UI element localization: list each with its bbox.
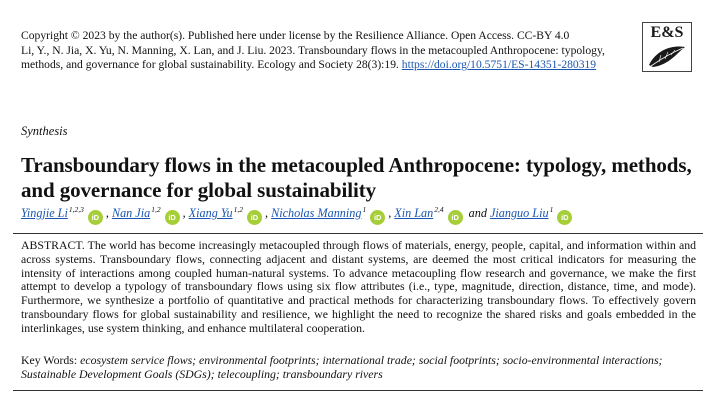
author-affiliation: 2,4 xyxy=(434,205,444,214)
author-name[interactable]: Jianguo Liu xyxy=(489,206,549,220)
keywords-list: ecosystem service flows; environmental footprints; international trade; social footprints; socio-environmental interactions; Sustainable Development Goals (SDGs); telecoupling; transboundary rivers xyxy=(21,353,663,381)
orcid-icon[interactable]: iD xyxy=(370,210,385,225)
keywords xyxy=(21,354,696,382)
article-title: Transboundary flows in the metacoupled Anthropocene: typology, methods, and governance for global sustainability xyxy=(21,153,692,202)
citation-text xyxy=(21,44,621,73)
section-label: Synthesis xyxy=(21,124,68,138)
doi-link[interactable]: https://doi.org/10.5751/ES-14351-280319 xyxy=(401,58,597,72)
author-name[interactable]: Xin Lan xyxy=(394,206,434,220)
citation-header xyxy=(21,29,621,73)
journal-logo xyxy=(642,22,692,72)
author-separator: , xyxy=(388,206,395,220)
author-name[interactable]: Nicholas Manning xyxy=(271,206,362,220)
leaf-icon xyxy=(647,43,687,69)
author-affiliation: 1 xyxy=(362,205,367,214)
author-separator: , xyxy=(264,206,272,220)
author-name[interactable]: Xiang Yu xyxy=(188,206,233,220)
author-affiliation: 1,2,3 xyxy=(68,205,84,214)
citation-reference: Li, Y., N. Jia, X. Yu, N. Manning, X. Lan, and J. Liu. 2023. Transboundary flows in the metacoupled Anthropocene: typology, methods, and governance for global sustainability. Ecology and Society 28(3):19. xyxy=(21,43,605,72)
abstract-text: ABSTRACT. The world has become increasingly metacoupled through flows of materials, energy, people, capital, and information within and across systems. Transboundary flows, connecting adjacent and distant systems, are deemed the most critical indicators for measuring the intensity of interactions among coupled human-natural systems. To advance metacoupling flow research and governance, we make the first attempt to develop a typology of transboundary flows using six flow attributes (i.e., type, magnitude, direction, distance, time, and mode). Furthermore, we synthesize a portfolio of quantitative and practical methods for characterizing transboundary flows. To effectively govern transboundary flows for global sustainability and resilience, we highlight the need to recognize the shared risks and goals embedded in the interlinkages, use system thinking, and enhance multilateral cooperation. xyxy=(21,238,696,335)
author-and: and xyxy=(465,206,490,220)
author-separator: , xyxy=(182,206,189,220)
author-list xyxy=(21,205,575,225)
keywords-label: Key Words: xyxy=(21,353,78,367)
orcid-icon[interactable]: iD xyxy=(448,210,463,225)
logo-text: E&S xyxy=(650,24,684,41)
copyright-line: Copyright © 2023 by the author(s). Published here under license by the Resilience Alliance. Open Access. CC-BY 4.0 xyxy=(21,29,570,42)
author-separator: , xyxy=(105,206,112,220)
orcid-icon[interactable]: iD xyxy=(165,210,180,225)
author-affiliation: 1 xyxy=(549,205,554,214)
orcid-icon[interactable]: iD xyxy=(247,210,262,225)
orcid-icon[interactable]: iD xyxy=(88,210,103,225)
author-name[interactable]: Nan Jia xyxy=(111,206,151,220)
author-affiliation: 1,2 xyxy=(233,205,243,214)
author-affiliation: 1,2 xyxy=(151,205,161,214)
orcid-icon[interactable]: iD xyxy=(557,210,572,225)
author-name[interactable]: Yingjie Li xyxy=(21,206,68,220)
